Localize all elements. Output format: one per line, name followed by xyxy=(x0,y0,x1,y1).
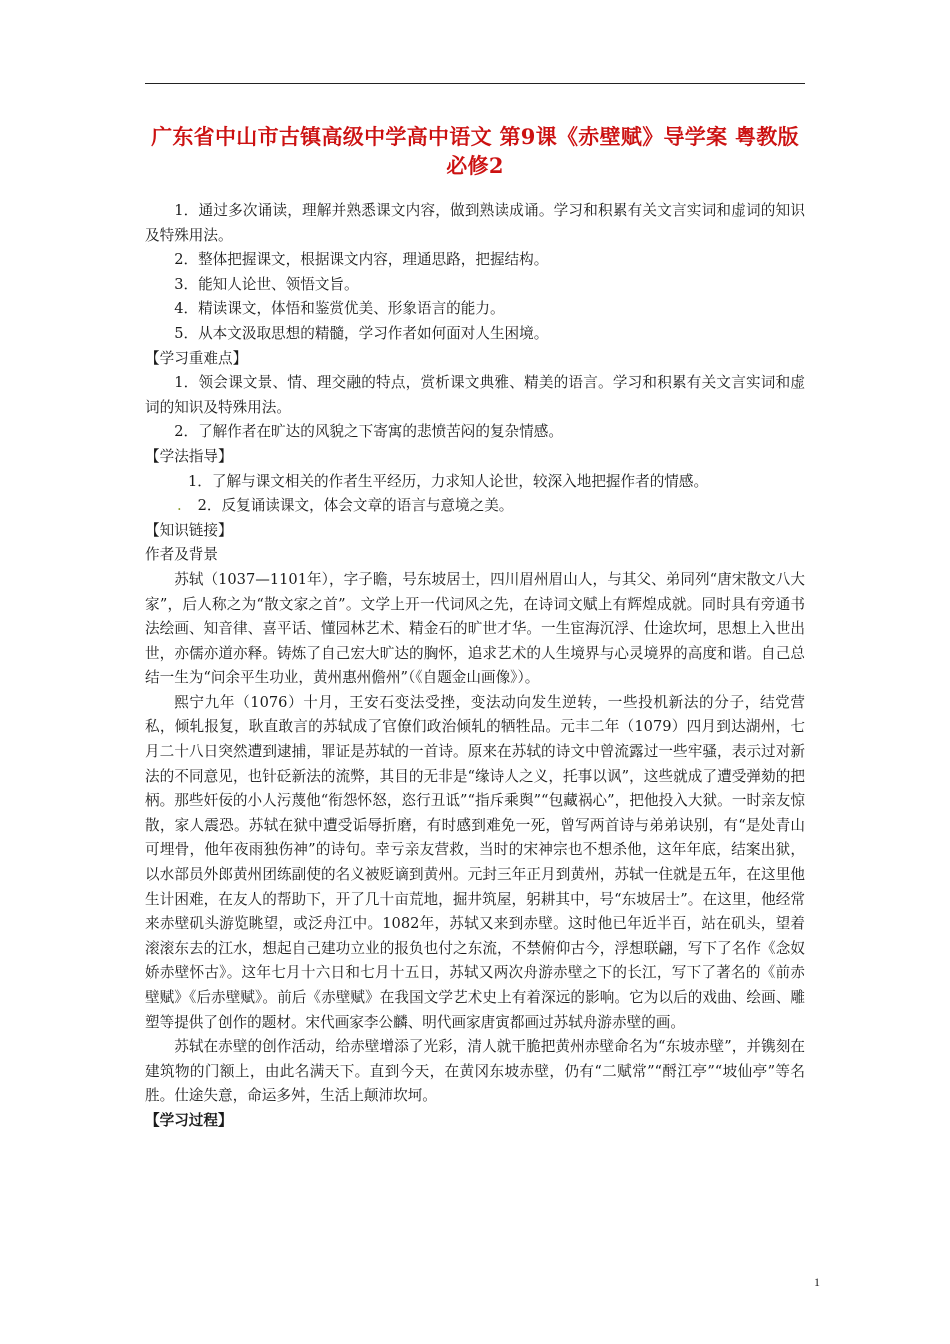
knowledge-heading: 【知识链接】 xyxy=(145,521,233,539)
page-number: 1 xyxy=(814,1275,820,1289)
key-point-2: 2．了解作者在旷达的风貌之下寄寓的悲愤苦闷的复杂情感。 xyxy=(174,423,563,441)
background-paragraph-1: 苏轼（1037—1101年），字子瞻，号东坡居士，四川眉州眉山人，与其父、弟同列“唐宋散文八大家”，后人称之为“散文家之首”。文学上开一代词风之先，在诗词文赋上有辉煌成就。同时具有旁通书法绘画、知音律、喜平话、懂园林艺术、精金石的旷世才华。一生宦海沉浮、仕途坎坷，思想上入世出世，亦儒亦道亦释。铸炼了自己宏大旷达的胸怀，追求艺术的人生境界与心灵境界的高度和谐。自己总结一生为“问余平生功业，黄州惠州儋州”（《自题金山画像》）。 xyxy=(145,570,805,687)
background-paragraph-2: 熙宁九年（1076）十月，王安石变法受挫，变法动向发生逆转，一些投机新法的分子，结党营私，倾轧报复，耿直敢言的苏轼成了官僚们政治倾轧的牺牲品。元丰二年（1079）四月到达湖州，七月二十八日突然遭到逮捕，罪证是苏轼的一首诗。原来在苏轼的诗文中曾流露过一些牢骚，表示过对新法的不同意见，也针砭新法的流弊，其目的无非是“缘诗人之义，托事以讽”，这些就成了遭受弹劾的把柄。那些奸佞的小人污蔑他“衔怨怀怒，恣行丑诋”“指斥乘舆”“包藏祸心”，把他投入大狱。一时亲友惊散，家人震恐。苏轼在狱中遭受诟辱折磨，有时感到难免一死，曾写两首诗与弟弟诀别，有“是处青山可埋骨，他年夜雨独伤神”的诗句。幸亏亲友营救，当时的宋神宗也不想杀他，这年年底，结案出狱，以水部员外郎黄州团练副使的名义被贬谪到黄州。元封三年正月到黄州，苏轼一住就是五年，在这里他生计困难，在友人的帮助下，开了几十亩荒地，掘井筑屋，躬耕其中，号“东坡居士”。在这里，他经常来赤壁矶头游览眺望，或泛舟江中。1082年，苏轼又来到赤壁。这时他已年近半百，站在矶头，望着滚滚东去的江水，想起自己建功立业的报负也付之东流，不禁俯仰古今，浮想联翩，写下了名作《念奴娇赤壁怀古》。这年七月十六日和七月十五日，苏轼又两次舟游赤壁之下的长江，写下了著名的《前赤壁赋》《后赤壁赋》。前后《赤壁赋》在我国文学艺术史上有着深远的影响。它为以后的戏曲、绘画、雕塑等提供了创作的题材。宋代画家李公麟、明代画家唐寅都画过苏轼舟游赤壁的画。 xyxy=(145,693,805,1031)
objective-1: 1．通过多次诵读，理解并熟悉课文内容，做到熟读成诵。学习和积累有关文言实词和虚词的知识及特殊用法。 xyxy=(145,202,805,244)
key-point-1: 1．领会课文景、情、理交融的特点，赏析课文典雅、精美的语言。学习和积累有关文言实词和虚词的知识及特殊用法。 xyxy=(145,374,805,416)
objective-4: 4．精读课文，体悟和鉴赏优美、形象语言的能力。 xyxy=(174,300,505,318)
background-paragraph-3: 苏轼在赤壁的创作活动，给赤壁增添了光彩，清人就干脆把黄州赤壁命名为“东坡赤壁”，并镌刻在建筑物的门额上，由此名满天下。直到今天，在黄冈东坡赤壁，仍有“二赋常”“酹江亭”“坡仙亭”等名胜。仕途失意，命运多舛，生活上颠沛坎坷。 xyxy=(145,1038,805,1105)
method-heading: 【学法指导】 xyxy=(145,447,233,465)
document-title: 广东省中山市古镇高级中学高中语文 第9课《赤壁赋》导学案 粤教版必修2 xyxy=(151,124,799,178)
objective-3: 3．能知人论世、领悟文旨。 xyxy=(174,275,359,293)
header-rule xyxy=(145,83,805,84)
stray-mark: . xyxy=(177,497,182,515)
method-item-2: 2．反复诵读课文，体会文章的语言与意境之美。 xyxy=(197,497,514,515)
author-background-heading: 作者及背景 xyxy=(145,546,218,564)
objective-2: 2．整体把握课文，根据课文内容，理通思路，把握结构。 xyxy=(174,251,549,269)
objective-5: 5．从本文汲取思想的精髓，学习作者如何面对人生困境。 xyxy=(174,324,549,342)
process-heading: 【学习过程】 xyxy=(145,1111,233,1129)
document-body xyxy=(145,199,805,1134)
method-item-1: 1．了解与课文相关的作者生平经历，力求知人论世，较深入地把握作者的情感。 xyxy=(188,472,709,490)
method-item-2-line xyxy=(145,494,805,519)
key-points-heading: 【学习重难点】 xyxy=(145,349,248,367)
